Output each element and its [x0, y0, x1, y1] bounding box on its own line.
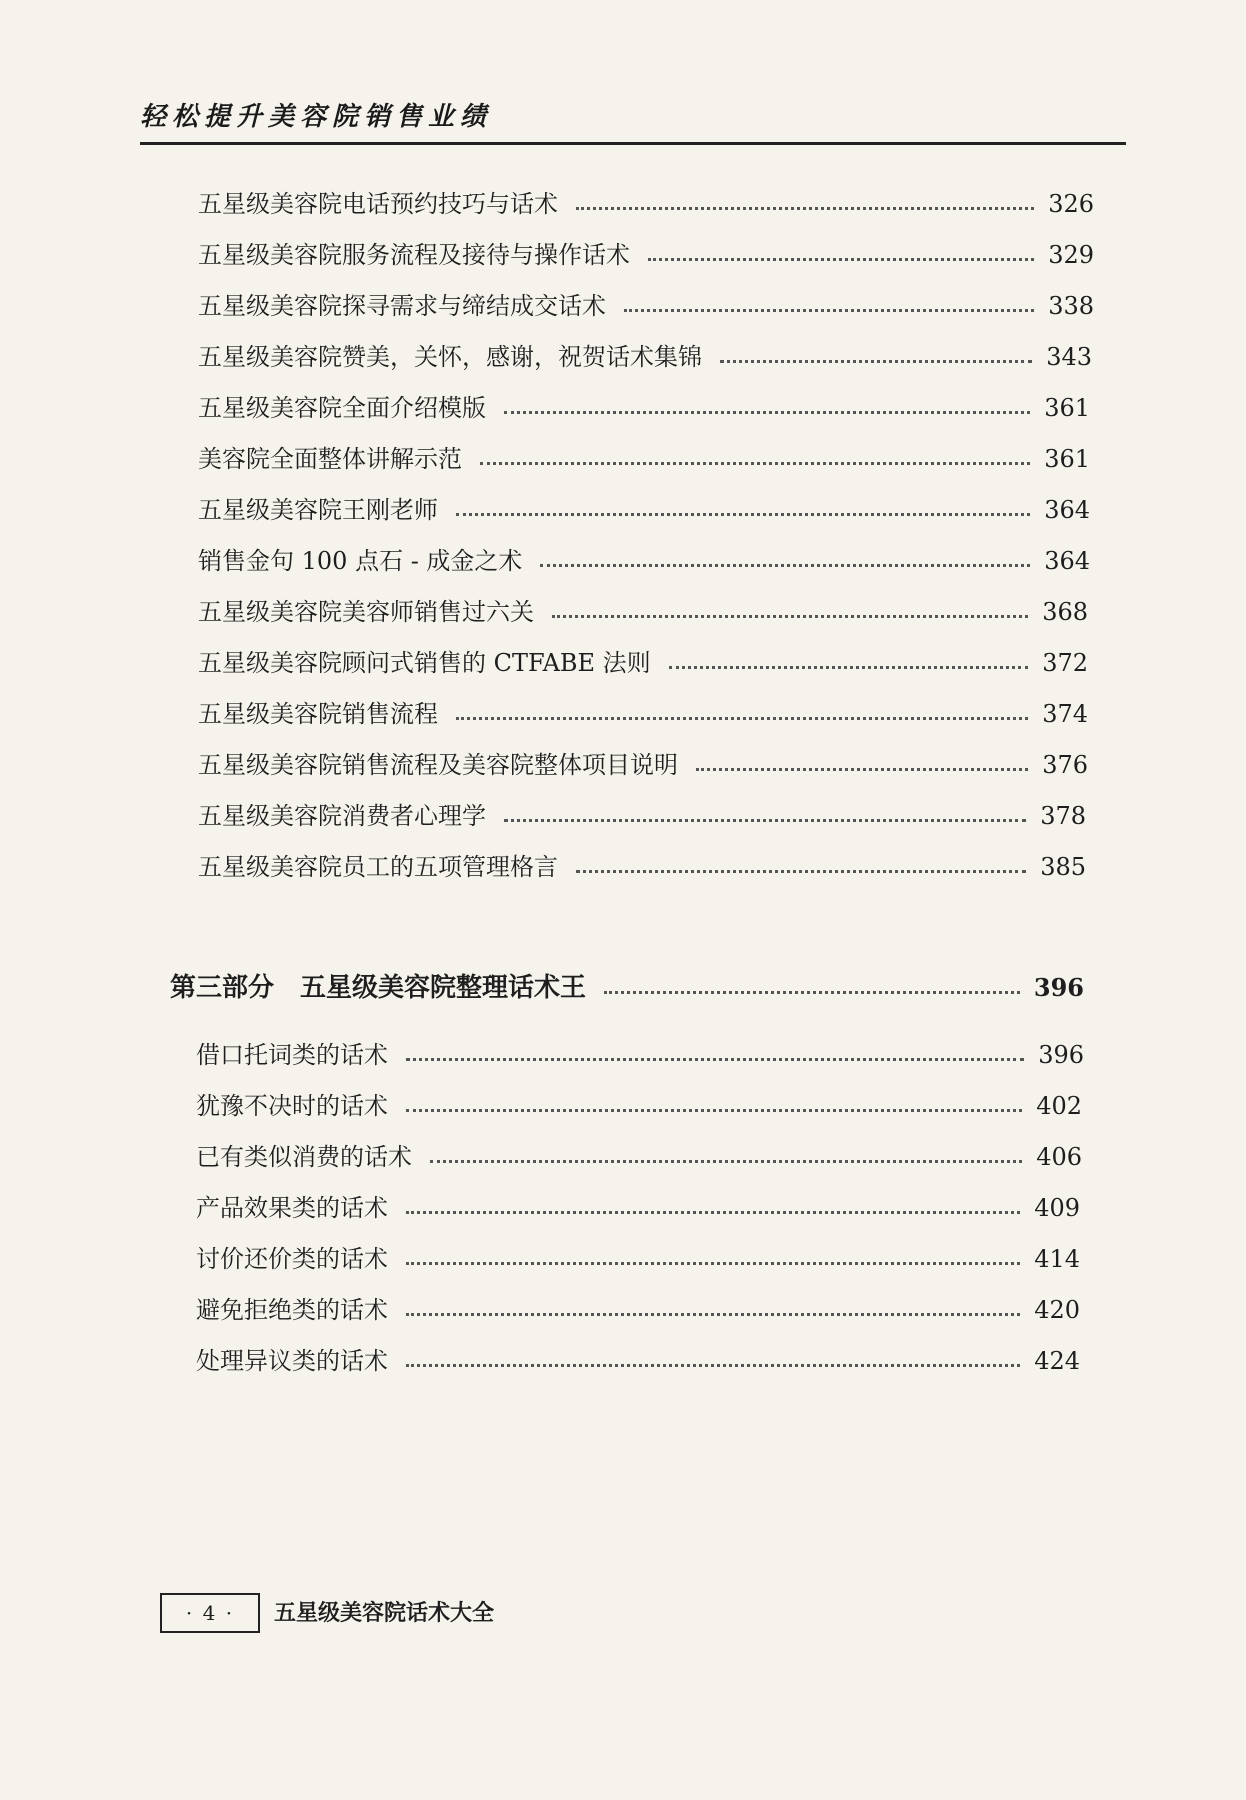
toc-entry-page: 361 — [1044, 445, 1090, 473]
toc-entry-page: 364 — [1044, 496, 1090, 524]
toc-entry-page: 420 — [1034, 1296, 1080, 1324]
toc-entry[interactable] — [198, 697, 1088, 731]
toc-leader-dots — [720, 360, 1032, 363]
toc-entry-page: 376 — [1042, 751, 1088, 779]
toc-entry-page: 364 — [1044, 547, 1090, 575]
toc-entry-label: 五星级美容院服务流程及接待与操作话术 — [198, 241, 630, 269]
toc-entry[interactable] — [198, 646, 1088, 680]
toc-entry-page: 368 — [1042, 598, 1088, 626]
toc-entry[interactable] — [196, 1140, 1082, 1174]
footer-book-title: 五星级美容院话术大全 — [274, 1601, 495, 1626]
toc-leader-dots — [430, 1160, 1022, 1163]
toc-leader-dots — [456, 717, 1028, 720]
toc-entry[interactable] — [198, 289, 1094, 323]
toc-entry-label: 避免拒绝类的话术 — [196, 1296, 388, 1324]
toc-leader-dots — [456, 513, 1030, 516]
toc-entry-label: 五星级美容院王刚老师 — [198, 496, 438, 524]
toc-entry[interactable] — [198, 799, 1086, 833]
toc-entry-page: 402 — [1036, 1092, 1082, 1120]
toc-entry-page: 385 — [1040, 853, 1086, 881]
toc-entry-page: 329 — [1048, 241, 1094, 269]
toc-entry-page: 424 — [1034, 1347, 1080, 1375]
toc-leader-dots — [480, 462, 1030, 465]
toc-entry-label: 产品效果类的话术 — [196, 1194, 388, 1222]
toc-entry-label: 五星级美容院消费者心理学 — [198, 802, 486, 830]
toc-entry-page: 361 — [1044, 394, 1090, 422]
toc-entry[interactable] — [198, 595, 1088, 629]
toc-leader-dots — [406, 1262, 1020, 1265]
toc-entry-page: 343 — [1046, 343, 1092, 371]
toc-leader-dots — [576, 870, 1026, 873]
toc-entry-page: 378 — [1040, 802, 1086, 830]
toc-leader-dots — [669, 666, 1029, 669]
toc-entry-page: 414 — [1034, 1245, 1080, 1273]
toc-leader-dots — [552, 615, 1028, 618]
toc-entry[interactable] — [198, 748, 1088, 782]
toc-entry[interactable] — [198, 442, 1090, 476]
toc-entry-label: 犹豫不决时的话术 — [196, 1092, 388, 1120]
header-rule — [140, 142, 1126, 145]
toc-entry[interactable] — [198, 238, 1094, 272]
toc-leader-dots — [406, 1313, 1020, 1316]
toc-entry-page: 406 — [1036, 1143, 1082, 1171]
toc-entry-label: 已有类似消费的话术 — [196, 1143, 412, 1171]
toc-leader-dots — [696, 768, 1028, 771]
toc-entry-label: 五星级美容院顾问式销售的 CTFABE 法则 — [198, 649, 651, 677]
toc-entry-page: 396 — [1038, 1041, 1084, 1069]
toc-leader-dots — [648, 258, 1034, 261]
toc-part-heading[interactable] — [170, 971, 1084, 1005]
toc-entry-page: 409 — [1034, 1194, 1080, 1222]
toc-entry-label: 讨价还价类的话术 — [196, 1245, 388, 1273]
toc-entry[interactable] — [196, 1344, 1080, 1378]
toc-entry-label: 五星级美容院全面介绍模版 — [198, 394, 486, 422]
toc-entry-label: 五星级美容院销售流程及美容院整体项目说明 — [198, 751, 678, 779]
page-number-box — [160, 1593, 260, 1633]
toc-entry[interactable] — [198, 544, 1090, 578]
toc-leader-dots — [504, 819, 1026, 822]
toc-entry-label: 五星级美容院员工的五项管理格言 — [198, 853, 558, 881]
toc-entry[interactable] — [198, 493, 1090, 527]
toc-leader-dots — [540, 564, 1030, 567]
toc-entry-page: 338 — [1048, 292, 1094, 320]
toc-entry-label: 五星级美容院电话预约技巧与话术 — [198, 190, 558, 218]
toc-part-page: 396 — [1033, 973, 1084, 1002]
toc-leader-dots — [504, 411, 1030, 414]
toc-leader-dots — [406, 1211, 1020, 1214]
toc-leader-dots — [624, 309, 1034, 312]
toc-entry-page: 326 — [1048, 190, 1094, 218]
toc-entry[interactable] — [196, 1038, 1084, 1072]
toc-entry-label: 五星级美容院探寻需求与缔结成交话术 — [198, 292, 606, 320]
toc-leader-dots — [576, 207, 1034, 210]
toc-entry-label: 处理异议类的话术 — [196, 1347, 388, 1375]
toc-part-label: 第三部分 五星级美容院整理话术王 — [170, 973, 587, 1003]
toc-entry-label: 五星级美容院销售流程 — [198, 700, 438, 728]
toc-leader-dots — [406, 1058, 1024, 1061]
toc-entry[interactable] — [198, 850, 1086, 884]
toc-entry[interactable] — [198, 187, 1094, 221]
toc-entry-page: 374 — [1042, 700, 1088, 728]
toc-entry-label: 销售金句 100 点石 - 成金之术 — [198, 547, 523, 575]
toc-entry-label: 五星级美容院美容师销售过六关 — [198, 598, 534, 626]
toc-entry[interactable] — [196, 1293, 1080, 1327]
toc-entry-label: 五星级美容院赞美，关怀，感谢，祝贺话术集锦 — [198, 343, 702, 371]
page-number: · 4 · — [185, 1601, 235, 1625]
toc-entry[interactable] — [198, 391, 1090, 425]
toc-entry-label: 借口托词类的话术 — [196, 1041, 388, 1069]
toc-leader-dots — [406, 1364, 1020, 1367]
toc-leader-dots — [406, 1109, 1022, 1112]
toc-entry[interactable] — [196, 1089, 1082, 1123]
toc-entry-page: 372 — [1042, 649, 1088, 677]
toc-entry-label: 美容院全面整体讲解示范 — [198, 445, 462, 473]
toc-entry[interactable] — [196, 1242, 1080, 1276]
toc-entry[interactable] — [196, 1191, 1080, 1225]
toc-entry[interactable] — [198, 340, 1092, 374]
toc-leader-dots — [604, 991, 1020, 994]
running-header-title: 轻松提升美容院销售业绩 — [140, 102, 493, 132]
